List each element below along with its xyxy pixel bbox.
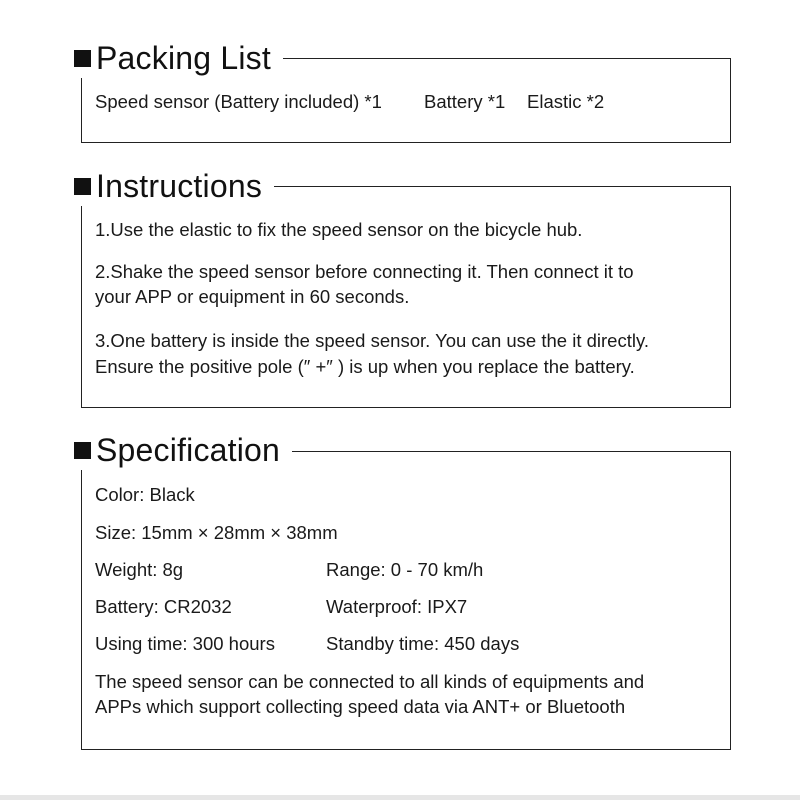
instruction-step-1: 1.Use the elastic to fix the speed sensor on the bicycle hub. <box>95 219 583 240</box>
spec-note-line-2: APPs which support collecting speed data via ANT+ or Bluetooth <box>95 696 626 717</box>
instruction-step-2: 2.Shake the speed sensor before connecting it. Then connect it to <box>95 261 634 282</box>
spec-color: Color: Black <box>95 484 195 505</box>
spec-weight: Weight: 8g <box>95 559 184 580</box>
spec-note-line-1: The speed sensor can be connected to all kinds of equipments and <box>95 671 645 692</box>
spec-size: Size: 15mm × 28mm × 38mm <box>95 522 338 543</box>
packing-list-heading <box>74 38 283 78</box>
specification-title: Specification <box>96 432 281 468</box>
square-bullet-icon <box>74 50 91 67</box>
spec-range: Range: 0 - 70 km/h <box>326 559 484 580</box>
spec-using-time: Using time: 300 hours <box>95 633 275 654</box>
square-bullet-icon <box>74 442 91 459</box>
instructions-title: Instructions <box>96 168 263 204</box>
square-bullet-icon <box>74 178 91 195</box>
spec-waterproof: Waterproof: IPX7 <box>326 596 468 617</box>
spec-battery: Battery: CR2032 <box>95 596 232 617</box>
packing-item-battery: Battery *1 <box>424 91 506 112</box>
instructions-heading <box>74 166 274 206</box>
spec-standby-time: Standby time: 450 days <box>326 633 520 654</box>
packing-item-elastic: Elastic *2 <box>527 91 605 112</box>
instruction-step-2-cont: your APP or equipment in 60 seconds. <box>95 286 410 307</box>
packing-item-sensor: Speed sensor (Battery included) *1 <box>95 91 382 112</box>
specification-heading <box>74 430 292 470</box>
instruction-step-3-cont: Ensure the positive pole (″ +″ ) is up when you replace the battery. <box>95 356 635 377</box>
packing-list-title: Packing List <box>96 40 271 76</box>
bottom-divider <box>0 795 800 800</box>
instruction-step-3: 3.One battery is inside the speed sensor. You can use the it directly. <box>95 330 649 351</box>
